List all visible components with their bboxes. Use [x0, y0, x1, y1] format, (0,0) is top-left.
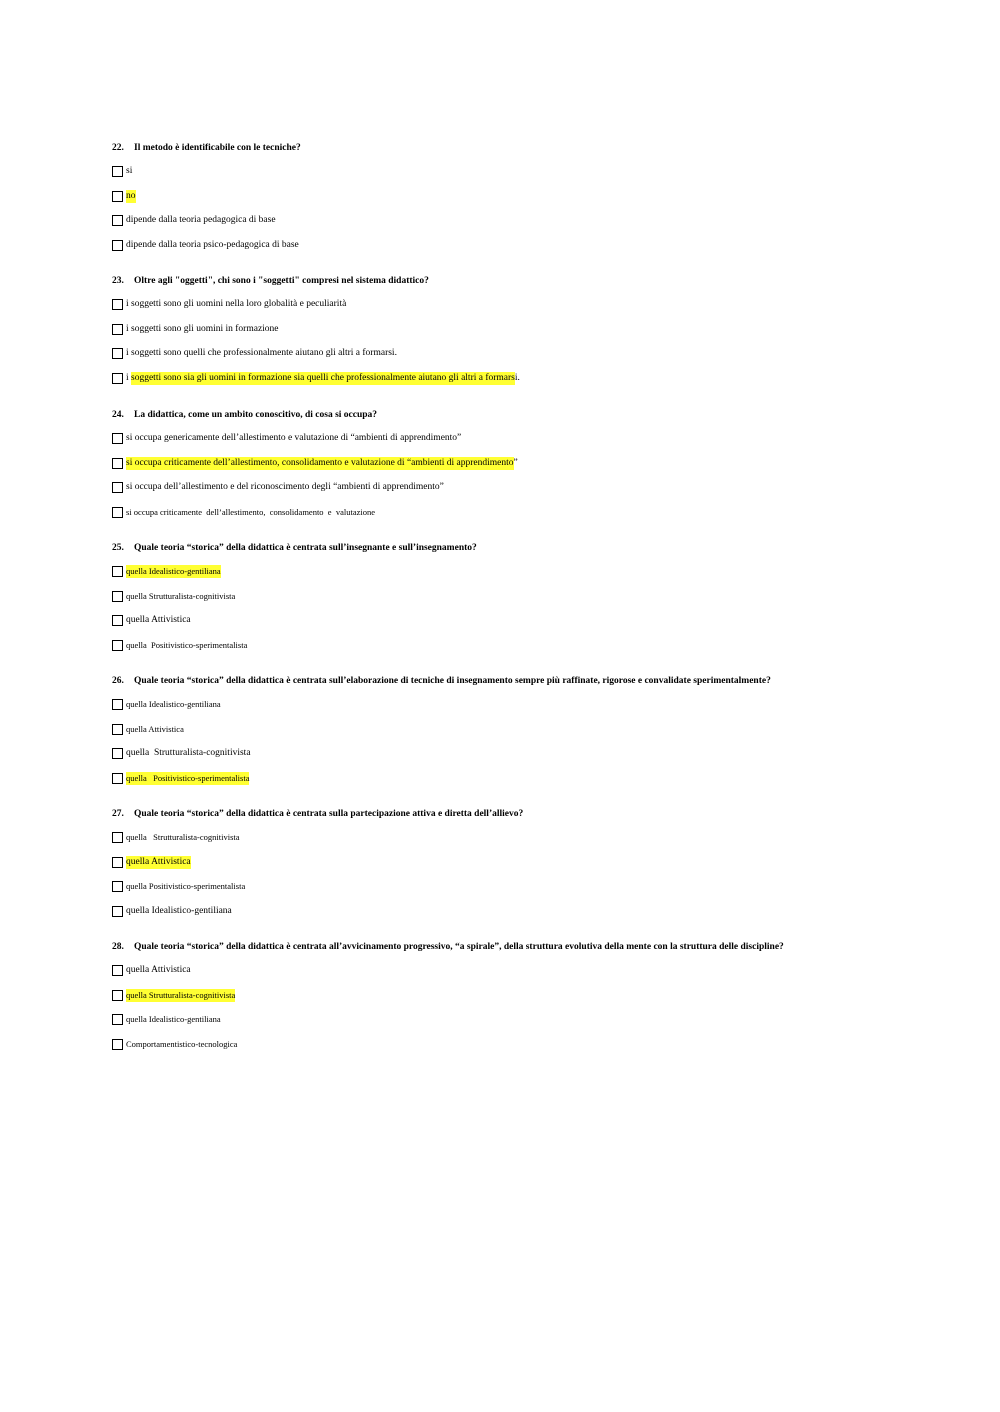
checkbox[interactable]: [112, 990, 123, 1001]
option-text: i soggetti sono quelli che professionalmente aiutano gli altri a formarsi.: [126, 348, 397, 359]
highlighted-option-text: quella Idealistico-gentiliana: [126, 566, 221, 577]
option-text: quella Attivistica: [126, 615, 191, 626]
question-title: [112, 142, 872, 154]
checkbox[interactable]: [112, 832, 123, 843]
answer-option[interactable]: [112, 905, 872, 918]
option-text: quella Idealistico-gentiliana: [126, 905, 232, 916]
answer-option[interactable]: [112, 565, 872, 578]
question-number: 25.: [112, 543, 124, 553]
answer-option[interactable]: [112, 856, 872, 869]
checkbox[interactable]: [112, 348, 123, 359]
checkbox[interactable]: [112, 433, 123, 444]
option-text: quella Idealistico-gentiliana: [126, 1014, 221, 1025]
option-text: quella Positivistico-sperimentalista: [126, 881, 246, 892]
question-28: [112, 941, 842, 1051]
answer-option[interactable]: [112, 457, 872, 470]
question-text: Oltre agli "oggetti", chi sono i "soggetti" compresi nel sistema didattico?: [134, 276, 429, 286]
question-number: 24.: [112, 410, 124, 420]
highlighted-option-text: quella Attivistica: [126, 856, 191, 867]
question-text: Quale teoria “storica” della didattica è centrata sulla partecipazione attiva e diretta dell’allievo?: [134, 809, 524, 819]
question-title: [112, 941, 842, 953]
answer-option[interactable]: [112, 239, 872, 252]
checkbox[interactable]: [112, 724, 123, 735]
checkbox[interactable]: [112, 1014, 123, 1025]
checkbox[interactable]: [112, 482, 123, 493]
answer-option[interactable]: [112, 723, 972, 736]
question-number: 23.: [112, 276, 124, 286]
checkbox[interactable]: [112, 240, 123, 251]
answer-option[interactable]: [112, 639, 872, 652]
answer-option[interactable]: [112, 1038, 842, 1051]
question-24: [112, 409, 872, 519]
question-number: 26.: [112, 676, 124, 686]
checkbox[interactable]: [112, 1039, 123, 1050]
checkbox[interactable]: [112, 881, 123, 892]
highlighted-option-text: soggetti sono sia gli uomini in formazione sia quelli che professionalmente aiutano gli altri a formars: [131, 372, 515, 383]
question-title: [112, 808, 872, 820]
highlighted-option-text: quella Positivistico-sperimentalista: [126, 772, 250, 783]
checkbox[interactable]: [112, 773, 123, 784]
answer-option[interactable]: [112, 190, 872, 203]
question-text: Quale teoria “storica” della didattica è centrata sull’insegnante e sull’insegnamento?: [134, 543, 477, 553]
question-text: Quale teoria “storica” della didattica è centrata sull’elaborazione di tecniche di insegnamento sempre più raffinate, rigorose e convalidate sperimentalmente?: [134, 676, 771, 686]
question-text: Quale teoria “storica” della didattica è centrata all’avvicinamento progressivo, “a spirale”, della struttura evolutiva della mente con la struttura delle discipline?: [134, 942, 784, 952]
option-text: quella Attivistica: [126, 965, 191, 976]
answer-option[interactable]: [112, 372, 872, 385]
answer-option[interactable]: [112, 747, 972, 760]
option-text: dipende dalla teoria pedagogica di base: [126, 215, 276, 226]
checkbox[interactable]: [112, 615, 123, 626]
checkbox[interactable]: [112, 566, 123, 577]
checkbox[interactable]: [112, 324, 123, 335]
checkbox[interactable]: [112, 215, 123, 226]
checkbox[interactable]: [112, 906, 123, 917]
option-text: i soggetti sono gli uomini nella loro globalità e peculiarità: [126, 299, 347, 310]
answer-option[interactable]: [112, 831, 872, 844]
answer-option[interactable]: [112, 214, 872, 227]
question-title: [112, 409, 872, 421]
option-text: dipende dalla teoria psico-pedagogica di base: [126, 239, 299, 250]
answer-option[interactable]: [112, 614, 872, 627]
checkbox[interactable]: [112, 591, 123, 602]
checkbox[interactable]: [112, 640, 123, 651]
checkbox[interactable]: [112, 965, 123, 976]
option-text-suffix: i.: [514, 372, 520, 383]
question-title: [112, 542, 872, 554]
answer-option[interactable]: [112, 323, 872, 336]
highlighted-option-text: si occupa criticamente dell’allestimento, consolidamento e valutazione di “ambienti di apprendimento: [126, 457, 514, 468]
option-text: quella Strutturalista-cognitivista: [126, 748, 251, 759]
highlighted-option-text: quella Strutturalista-cognitivista: [126, 989, 236, 1000]
checkbox[interactable]: [112, 191, 123, 202]
answer-option[interactable]: [112, 772, 972, 785]
option-text: quella Attivistica: [126, 723, 184, 734]
answer-option[interactable]: [112, 1013, 842, 1026]
question-26: [112, 675, 972, 785]
option-text-prefix: i: [126, 372, 132, 383]
option-text: quella Idealistico-gentiliana: [126, 699, 221, 710]
option-text: i soggetti sono gli uomini in formazione: [126, 323, 279, 334]
option-text: quella Positivistico-sperimentalista: [126, 639, 248, 650]
answer-option[interactable]: [112, 880, 872, 893]
question-number: 22.: [112, 143, 124, 153]
question-27: [112, 808, 872, 918]
option-text: si occupa genericamente dell’allestimento e valutazione di “ambienti di apprendimento”: [126, 433, 462, 444]
option-text: si: [126, 166, 133, 177]
checkbox[interactable]: [112, 507, 123, 518]
question-23: [112, 275, 872, 385]
question-text: Il metodo è identificabile con le tecniche?: [134, 143, 301, 153]
answer-option[interactable]: [112, 506, 872, 519]
option-text: si occupa dell’allestimento e del riconoscimento degli “ambienti di apprendimento”: [126, 482, 444, 493]
answer-option[interactable]: [112, 698, 972, 711]
checkbox[interactable]: [112, 748, 123, 759]
question-text: La didattica, come un ambito conoscitivo, di cosa si occupa?: [134, 410, 378, 420]
checkbox[interactable]: [112, 857, 123, 868]
checkbox[interactable]: [112, 699, 123, 710]
checkbox[interactable]: [112, 458, 123, 469]
checkbox[interactable]: [112, 299, 123, 310]
answer-option[interactable]: [112, 432, 872, 445]
option-text-suffix: ”: [513, 457, 518, 468]
option-text: Comportamentistico-tecnologica: [126, 1038, 238, 1049]
answer-option[interactable]: [112, 298, 872, 311]
option-text: quella Strutturalista-cognitivista: [126, 590, 236, 601]
answer-option[interactable]: [112, 347, 872, 360]
question-title: [112, 675, 972, 687]
question-title: [112, 275, 872, 287]
answer-option[interactable]: [112, 481, 872, 494]
question-number: 27.: [112, 809, 124, 819]
answer-option[interactable]: [112, 165, 872, 178]
option-text: si occupa criticamente dell’allestimento, consolidamento e valutazione: [126, 506, 376, 517]
answer-option[interactable]: [112, 964, 842, 977]
answer-option[interactable]: [112, 590, 872, 603]
question-22: [112, 142, 872, 252]
checkbox[interactable]: [112, 373, 123, 384]
highlighted-option-text: no: [126, 190, 136, 201]
checkbox[interactable]: [112, 166, 123, 177]
option-text: quella Strutturalista-cognitivista: [126, 832, 240, 843]
question-number: 28.: [112, 942, 124, 952]
question-25: [112, 542, 872, 652]
answer-option[interactable]: [112, 989, 842, 1002]
